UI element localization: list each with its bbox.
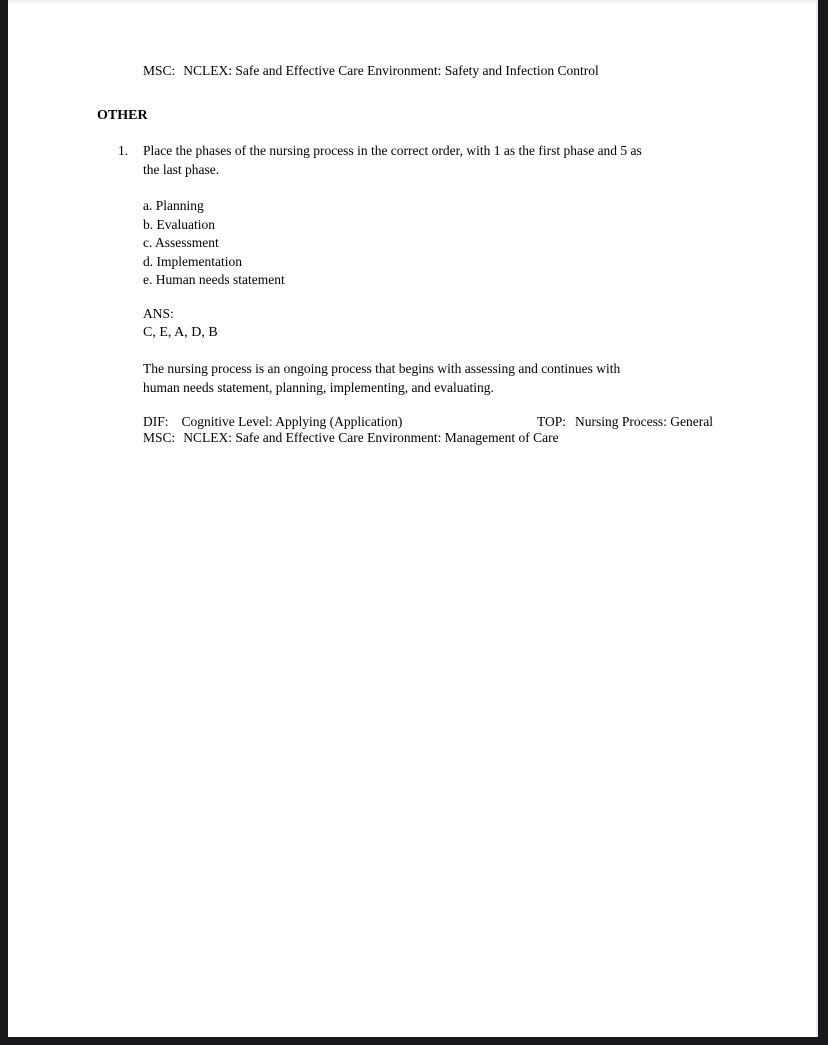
rationale <box>143 360 620 397</box>
msc-top-label: MSC: <box>143 63 176 78</box>
msc-line-top <box>143 62 599 81</box>
question-text-line: the last phase. <box>143 161 220 177</box>
top-strip <box>8 0 816 3</box>
top-label: TOP: <box>537 414 567 429</box>
option-a: a. Planning <box>143 198 204 213</box>
option-d: d. Implementation <box>143 253 242 269</box>
answer-block <box>143 305 218 342</box>
right-seam-line <box>816 0 818 1037</box>
section-heading: OTHER <box>97 108 148 123</box>
question-number: 1. <box>118 143 129 158</box>
option-b: b. Evaluation <box>143 216 215 232</box>
msc-bottom-value: NCLEX: Safe and Effective Care Environment: Management of Care <box>183 430 559 445</box>
answer-options <box>143 197 285 290</box>
rationale-line: human needs statement, planning, implementing, and evaluating. <box>143 379 494 395</box>
document-page <box>8 0 816 1037</box>
dif-value: Cognitive Level: Applying (Application) <box>181 414 403 429</box>
msc-line-bottom <box>143 429 559 448</box>
top-group <box>537 413 713 432</box>
msc-top-value: NCLEX: Safe and Effective Care Environment: Safety and Infection Control <box>183 63 599 78</box>
option-c: c. Assessment <box>143 235 219 250</box>
dif-label: DIF: <box>143 414 169 429</box>
question-text-line: Place the phases of the nursing process in the correct order, with 1 as the first phase and 5 as <box>143 143 642 158</box>
rationale-line: The nursing process is an ongoing process that begins with assessing and continues with <box>143 361 621 376</box>
answer-label: ANS: <box>143 306 174 321</box>
answer-value: C, E, A, D, B <box>143 324 218 340</box>
msc-bottom-label: MSC: <box>143 430 176 445</box>
option-e: e. Human needs statement <box>143 272 285 287</box>
question-text <box>143 142 642 179</box>
top-value: Nursing Process: General <box>575 414 713 429</box>
